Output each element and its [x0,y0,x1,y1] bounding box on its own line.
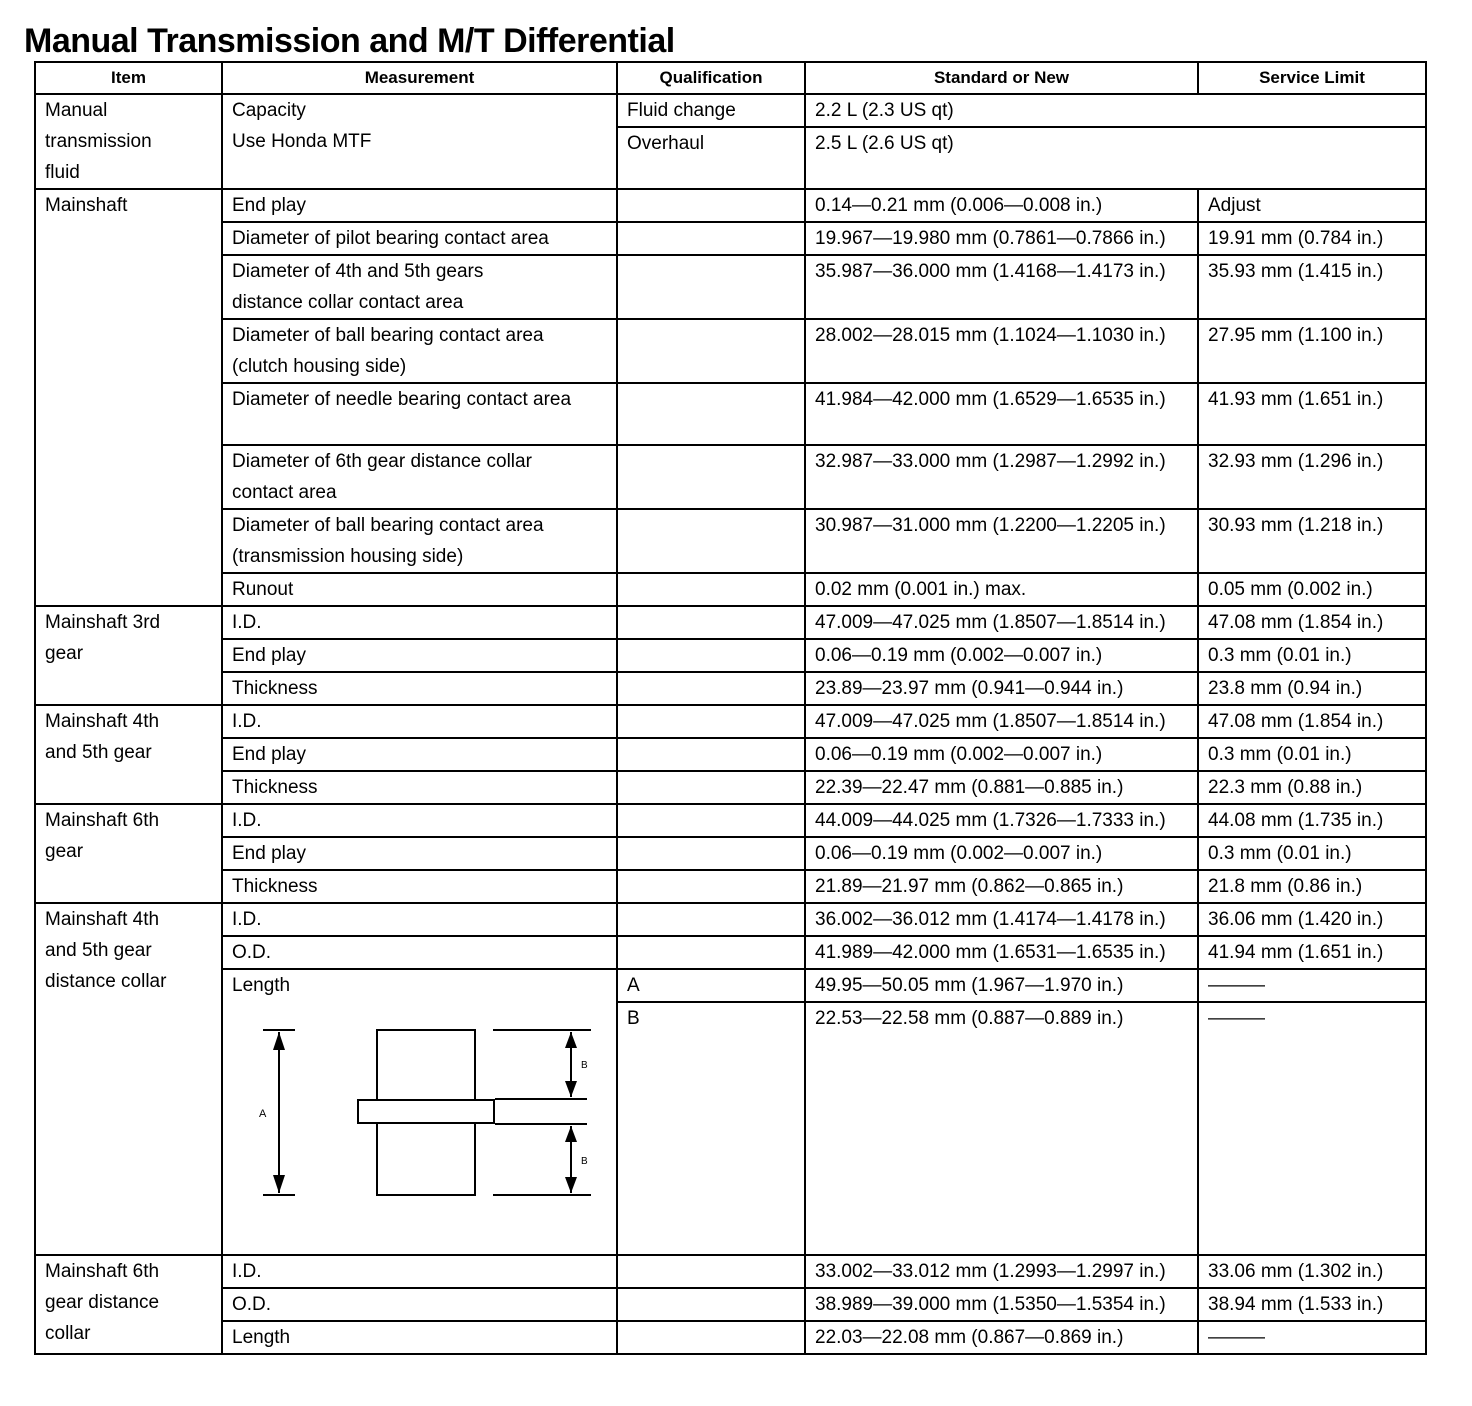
standard-cell: 30.987—31.000 mm (1.2200—1.2205 in.) [805,509,1198,573]
arrow-down-icon [565,1177,577,1193]
limit-cell: Adjust [1198,189,1426,222]
measurement-cell: I.D. [222,1255,617,1288]
limit-cell: ——— [1198,969,1426,1002]
measurement-cell: O.D. [222,936,617,969]
col-header-standard: Standard or New [805,62,1198,94]
limit-cell: 36.06 mm (1.420 in.) [1198,903,1426,936]
qualification-cell [617,1255,805,1288]
qualification-cell [617,445,805,509]
table-row [35,1288,1426,1321]
standard-cell: 23.89—23.97 mm (0.941—0.944 in.) [805,672,1198,705]
measurement-cell: Length [222,1321,617,1354]
col-header-measurement: Measurement [222,62,617,94]
table-row [35,672,1426,705]
qualification-cell [617,738,805,771]
measurement-cell: End play [222,738,617,771]
measurement-label: Diameter of ball bearing contact area (transmission housing side) [232,515,544,567]
table-row [35,639,1426,672]
collar-upper-body [377,1030,475,1100]
table-row [35,189,1426,222]
qualification-cell [617,319,805,383]
item-label: Mainshaft 4th and 5th gear distance collar [45,909,167,992]
standard-cell: 0.06—0.19 mm (0.002—0.007 in.) [805,837,1198,870]
diagram-label-b-lower: B [581,1156,588,1167]
qualification-cell: B [617,1002,805,1255]
standard-cell: 41.984—42.000 mm (1.6529—1.6535 in.) [805,383,1198,445]
measurement-cell: Thickness [222,672,617,705]
item-cell [35,705,222,804]
col-header-item: Item [35,62,222,94]
standard-cell: 0.14—0.21 mm (0.006—0.008 in.) [805,189,1198,222]
limit-cell: ——— [1198,1321,1426,1354]
measurement-cell: Thickness [222,771,617,804]
qualification-cell [617,672,805,705]
standard-cell: 19.967—19.980 mm (0.7861—0.7866 in.) [805,222,1198,255]
measurement-cell [222,255,617,319]
qualification-cell [617,903,805,936]
table-row [35,319,1426,383]
limit-cell: 47.08 mm (1.854 in.) [1198,606,1426,639]
standard-cell: 33.002—33.012 mm (1.2993—1.2997 in.) [805,1255,1198,1288]
limit-cell: 21.8 mm (0.86 in.) [1198,870,1426,903]
limit-cell: 44.08 mm (1.735 in.) [1198,804,1426,837]
measurement-cell: End play [222,189,617,222]
item-cell [35,606,222,705]
measurement-cell: I.D. [222,903,617,936]
limit-cell: 0.3 mm (0.01 in.) [1198,639,1426,672]
standard-cell: 0.06—0.19 mm (0.002—0.007 in.) [805,738,1198,771]
item-cell: Mainshaft [35,189,222,606]
measurement-cell: I.D. [222,606,617,639]
collar-diagram [243,1010,593,1210]
qualification-cell [617,936,805,969]
standard-cell: 36.002—36.012 mm (1.4174—1.4178 in.) [805,903,1198,936]
measurement-cell: Runout [222,573,617,606]
standard-cell: 0.06—0.19 mm (0.002—0.007 in.) [805,639,1198,672]
arrow-up-icon [565,1032,577,1048]
arrow-up-icon [565,1126,577,1142]
standard-cell: 47.009—47.025 mm (1.8507—1.8514 in.) [805,606,1198,639]
collar-lower-body [377,1123,475,1195]
measurement-label: Length [232,975,291,996]
measurement-cell [222,509,617,573]
qualification-cell [617,639,805,672]
limit-cell: 32.93 mm (1.296 in.) [1198,445,1426,509]
table-row [35,705,1426,738]
qualification-cell [617,383,805,445]
limit-cell: 0.05 mm (0.002 in.) [1198,573,1426,606]
limit-cell: 0.3 mm (0.01 in.) [1198,837,1426,870]
table-row [35,837,1426,870]
spec-table [34,61,1427,1355]
measurement-cell: I.D. [222,804,617,837]
measurement-cell: End play [222,837,617,870]
qualification-cell: A [617,969,805,1002]
measurement-label: Diameter of 6th gear distance collar contact area [232,451,532,503]
measurement-cell: Diameter of pilot bearing contact area [222,222,617,255]
arrow-down-icon [565,1081,577,1097]
measurement-label: Diameter of needle bearing contact area [232,389,572,410]
qualification-cell [617,771,805,804]
standard-cell: 2.2 L (2.3 US qt) [805,94,1426,127]
item-cell [35,1255,222,1354]
qualification-cell: Fluid change [617,94,805,127]
item-label: Mainshaft 6th gear [45,810,160,862]
measurement-cell: O.D. [222,1288,617,1321]
qualification-cell [617,606,805,639]
item-label: Mainshaft 3rd gear [45,612,161,664]
limit-cell: 22.3 mm (0.88 in.) [1198,771,1426,804]
limit-cell: ——— [1198,1002,1426,1255]
standard-cell: 22.03—22.08 mm (0.867—0.869 in.) [805,1321,1198,1354]
table-row [35,383,1426,445]
header-row [35,62,1426,94]
table-row [35,222,1426,255]
measurement-label: Use Honda MTF [232,131,372,152]
standard-cell: 28.002—28.015 mm (1.1024—1.1030 in.) [805,319,1198,383]
standard-cell: 32.987—33.000 mm (1.2987—1.2992 in.) [805,445,1198,509]
item-cell [35,903,222,1255]
standard-cell: 22.39—22.47 mm (0.881—0.885 in.) [805,771,1198,804]
table-row [35,94,1426,127]
item-cell [35,94,222,189]
diagram-label-a: A [259,1108,267,1120]
arrow-down-icon [273,1175,285,1193]
qualification-cell [617,222,805,255]
table-row [35,804,1426,837]
limit-cell: 30.93 mm (1.218 in.) [1198,509,1426,573]
page-title: Manual Transmission and M/T Differential [24,22,675,60]
col-header-service-limit: Service Limit [1198,62,1426,94]
arrow-up-icon [273,1032,285,1050]
limit-cell: 27.95 mm (1.100 in.) [1198,319,1426,383]
collar-flange [358,1100,494,1123]
qualification-cell: Overhaul [617,127,805,189]
qualification-cell [617,189,805,222]
table-row [35,573,1426,606]
measurement-cell [222,445,617,509]
table-row [35,969,1426,1002]
measurement-cell [222,94,617,189]
measurement-cell [222,319,617,383]
qualification-cell [617,1288,805,1321]
qualification-cell [617,705,805,738]
limit-cell: 41.94 mm (1.651 in.) [1198,936,1426,969]
limit-cell: 41.93 mm (1.651 in.) [1198,383,1426,445]
qualification-cell [617,837,805,870]
measurement-label: Capacity [232,100,306,121]
limit-cell: 19.91 mm (0.784 in.) [1198,222,1426,255]
measurement-label: Diameter of ball bearing contact area (clutch housing side) [232,325,544,377]
item-label: Mainshaft 4th and 5th gear [45,711,160,763]
measurement-cell [222,383,617,445]
qualification-cell [617,509,805,573]
measurement-label: Diameter of 4th and 5th gears distance collar contact area [232,261,484,313]
qualification-cell [617,870,805,903]
measurement-cell: End play [222,639,617,672]
standard-cell: 22.53—22.58 mm (0.887—0.889 in.) [805,1002,1198,1255]
measurement-cell: I.D. [222,705,617,738]
limit-cell: 35.93 mm (1.415 in.) [1198,255,1426,319]
table-row [35,903,1426,936]
item-label: Manual transmission fluid [45,100,152,183]
standard-cell: 35.987—36.000 mm (1.4168—1.4173 in.) [805,255,1198,319]
limit-cell: 33.06 mm (1.302 in.) [1198,1255,1426,1288]
table-row [35,606,1426,639]
standard-cell: 21.89—21.97 mm (0.862—0.865 in.) [805,870,1198,903]
measurement-cell: Thickness [222,870,617,903]
standard-cell: 38.989—39.000 mm (1.5350—1.5354 in.) [805,1288,1198,1321]
table-row [35,738,1426,771]
col-header-qualification: Qualification [617,62,805,94]
standard-cell: 49.95—50.05 mm (1.967—1.970 in.) [805,969,1198,1002]
standard-cell: 44.009—44.025 mm (1.7326—1.7333 in.) [805,804,1198,837]
standard-cell: 41.989—42.000 mm (1.6531—1.6535 in.) [805,936,1198,969]
qualification-cell [617,255,805,319]
item-label: Mainshaft 6th gear distance collar [45,1261,160,1344]
qualification-cell [617,1321,805,1354]
diagram-label-b-upper: B [581,1060,588,1071]
standard-cell: 0.02 mm (0.001 in.) max. [805,573,1198,606]
table-row [35,509,1426,573]
table-row [35,445,1426,509]
table-row [35,771,1426,804]
item-cell [35,804,222,903]
limit-cell: 38.94 mm (1.533 in.) [1198,1288,1426,1321]
table-row [35,936,1426,969]
table-row [35,1255,1426,1288]
qualification-cell [617,804,805,837]
measurement-cell [222,969,617,1255]
table-row [35,870,1426,903]
limit-cell: 23.8 mm (0.94 in.) [1198,672,1426,705]
limit-cell: 47.08 mm (1.854 in.) [1198,705,1426,738]
qualification-cell [617,573,805,606]
table-row [35,1321,1426,1354]
standard-cell: 47.009—47.025 mm (1.8507—1.8514 in.) [805,705,1198,738]
limit-cell: 0.3 mm (0.01 in.) [1198,738,1426,771]
table-row [35,255,1426,319]
standard-cell: 2.5 L (2.6 US qt) [805,127,1426,189]
